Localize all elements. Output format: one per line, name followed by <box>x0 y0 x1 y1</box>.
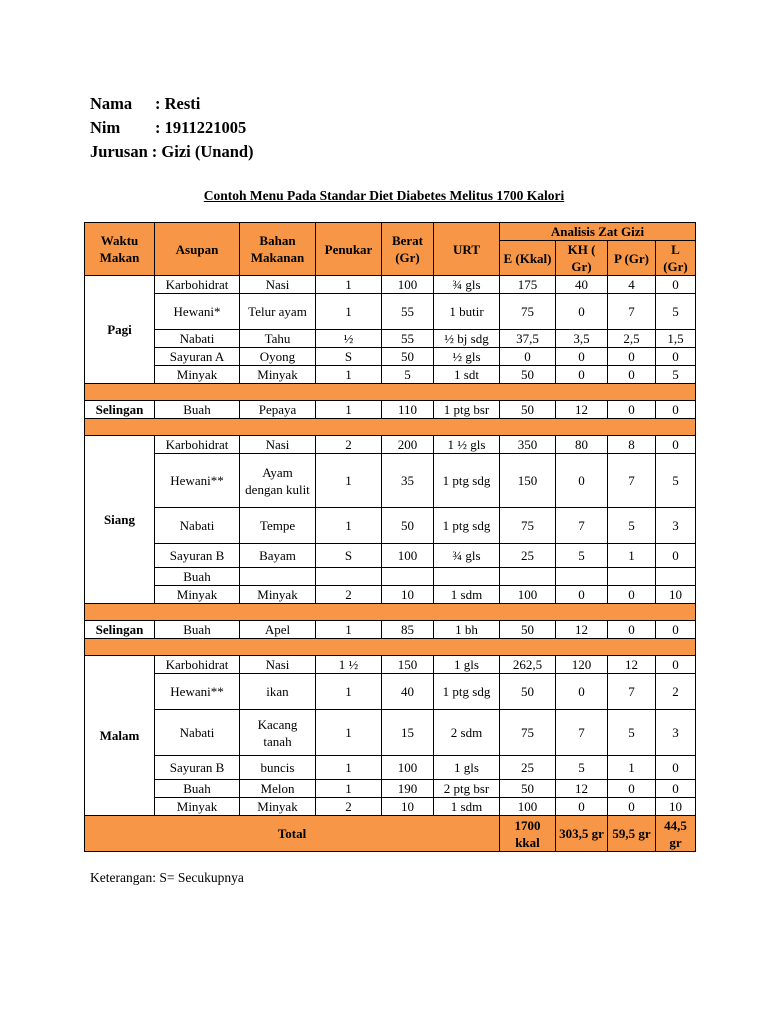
total-label: Total <box>85 816 500 852</box>
table-cell: 4 <box>608 276 656 294</box>
table-cell: 10 <box>656 586 696 604</box>
nim-value: : 1911221005 <box>155 118 247 137</box>
table-cell: 0 <box>608 401 656 419</box>
col-penukar: Penukar <box>316 223 382 276</box>
table-cell: 2 <box>316 586 382 604</box>
col-bahan-makanan: Bahan Makanan <box>240 223 316 276</box>
table-cell: Kacang tanah <box>240 710 316 756</box>
table-cell: 7 <box>608 454 656 508</box>
jurusan-label: Jurusan <box>90 142 148 161</box>
table-cell: 1 gls <box>434 756 500 780</box>
table-cell: 1 <box>316 366 382 384</box>
table-cell: 10 <box>382 798 434 816</box>
table-cell: 5 <box>556 756 608 780</box>
table-body <box>85 276 696 852</box>
table-cell: Karbohidrat <box>155 276 240 294</box>
col-urt: URT <box>434 223 500 276</box>
table-cell: 1 <box>316 508 382 544</box>
table-cell: 0 <box>656 276 696 294</box>
total-value: 59,5 gr <box>608 816 656 852</box>
table-cell: Buah <box>155 568 240 586</box>
table-cell: Nasi <box>240 436 316 454</box>
table-row <box>85 586 696 604</box>
table-cell <box>434 568 500 586</box>
table-cell: 50 <box>500 674 556 710</box>
table-cell: ¾ gls <box>434 276 500 294</box>
table-cell: 3 <box>656 710 696 756</box>
table-cell: 1 <box>316 710 382 756</box>
table-row <box>85 544 696 568</box>
table-cell: 262,5 <box>500 656 556 674</box>
selingan-row <box>85 621 696 639</box>
separator-cell <box>85 639 696 656</box>
table-cell: buncis <box>240 756 316 780</box>
table-cell: Bayam <box>240 544 316 568</box>
table-cell: 1 <box>316 756 382 780</box>
table-cell: Pepaya <box>240 401 316 419</box>
table-row <box>85 348 696 366</box>
separator-row <box>85 384 696 401</box>
waktu-makan-cell: Siang <box>85 436 155 604</box>
table-cell: 0 <box>556 586 608 604</box>
table-cell: 150 <box>500 454 556 508</box>
table-row <box>85 756 696 780</box>
total-value: 44,5 gr <box>656 816 696 852</box>
table-cell: 12 <box>608 656 656 674</box>
separator-cell <box>85 604 696 621</box>
table-cell: 0 <box>556 348 608 366</box>
table-cell: Minyak <box>240 798 316 816</box>
table-row <box>85 798 696 816</box>
table-cell: Sayuran A <box>155 348 240 366</box>
table-header-row <box>85 223 696 241</box>
waktu-makan-cell: Selingan <box>85 621 155 639</box>
table-cell: 0 <box>556 674 608 710</box>
table-cell: 5 <box>656 366 696 384</box>
table-cell: 15 <box>382 710 434 756</box>
table-row <box>85 508 696 544</box>
table-cell: 120 <box>556 656 608 674</box>
table-cell: 80 <box>556 436 608 454</box>
table-cell <box>608 568 656 586</box>
table-cell: 1 butir <box>434 294 500 330</box>
waktu-makan-cell: Pagi <box>85 276 155 384</box>
table-cell: Minyak <box>155 798 240 816</box>
table-cell: Telur ayam <box>240 294 316 330</box>
separator-row <box>85 639 696 656</box>
table-cell: 0 <box>656 348 696 366</box>
table-row <box>85 276 696 294</box>
table-cell: 1 <box>316 294 382 330</box>
table-cell: 1 <box>316 674 382 710</box>
col-e: E (Kkal) <box>500 241 556 276</box>
table-cell: 1 ptg sdg <box>434 454 500 508</box>
nama-value: : Resti <box>155 94 201 113</box>
table-cell: 8 <box>608 436 656 454</box>
table-cell: 1 sdt <box>434 366 500 384</box>
table-cell: 1 bh <box>434 621 500 639</box>
table-cell: 1 <box>608 544 656 568</box>
table-cell: 1 gls <box>434 656 500 674</box>
table-cell: 3 <box>656 508 696 544</box>
table-cell: Ayam dengan kulit <box>240 454 316 508</box>
table-cell <box>240 568 316 586</box>
table-cell <box>500 568 556 586</box>
table-cell: 75 <box>500 294 556 330</box>
selingan-row <box>85 401 696 419</box>
separator-cell <box>85 419 696 436</box>
table-cell: Sayuran B <box>155 544 240 568</box>
total-value: 1700 kkal <box>500 816 556 852</box>
table-cell <box>556 568 608 586</box>
table-cell: 7 <box>556 710 608 756</box>
table-cell: 25 <box>500 544 556 568</box>
table-cell: 100 <box>382 276 434 294</box>
nim-label: Nim <box>90 118 121 137</box>
col-p: P (Gr) <box>608 241 656 276</box>
table-row <box>85 780 696 798</box>
table-cell: 1 ptg sdg <box>434 508 500 544</box>
table-cell: Melon <box>240 780 316 798</box>
table-cell: 1 ptg bsr <box>434 401 500 419</box>
table-cell: 50 <box>382 508 434 544</box>
table-cell: 0 <box>656 436 696 454</box>
table-row <box>85 454 696 508</box>
table-cell: Minyak <box>240 586 316 604</box>
table-cell: 100 <box>500 798 556 816</box>
table-cell: S <box>316 544 382 568</box>
table-cell: 0 <box>656 544 696 568</box>
separator-cell <box>85 384 696 401</box>
table-cell: Buah <box>155 780 240 798</box>
table-cell: 0 <box>556 366 608 384</box>
table-cell: 1 <box>316 401 382 419</box>
diet-menu-table <box>84 222 696 852</box>
table-cell: Karbohidrat <box>155 436 240 454</box>
col-l: L (Gr) <box>656 241 696 276</box>
table-cell: Nabati <box>155 330 240 348</box>
table-cell: 2 sdm <box>434 710 500 756</box>
table-cell: 5 <box>382 366 434 384</box>
table-cell: Nasi <box>240 276 316 294</box>
table-cell: 10 <box>656 798 696 816</box>
table-cell: 3,5 <box>556 330 608 348</box>
table-cell: 0 <box>608 348 656 366</box>
footnote: Keterangan: S= Secukupnya <box>90 870 244 885</box>
table-cell: 2 ptg bsr <box>434 780 500 798</box>
table-cell: 2 <box>316 798 382 816</box>
table-cell: 1 <box>316 454 382 508</box>
table-cell: 350 <box>500 436 556 454</box>
table-cell: 40 <box>556 276 608 294</box>
table-cell: 50 <box>382 348 434 366</box>
nim-row <box>90 116 254 140</box>
table-cell <box>316 568 382 586</box>
jurusan-row <box>90 140 254 164</box>
table-cell: 40 <box>382 674 434 710</box>
table-cell: ½ gls <box>434 348 500 366</box>
table-cell: 1 <box>608 756 656 780</box>
table-cell: 0 <box>656 656 696 674</box>
separator-row <box>85 604 696 621</box>
table-cell: Buah <box>155 401 240 419</box>
table-cell: 200 <box>382 436 434 454</box>
table-cell: 1 sdm <box>434 586 500 604</box>
table-cell: ½ <box>316 330 382 348</box>
table-cell: Hewani* <box>155 294 240 330</box>
table-cell: 75 <box>500 508 556 544</box>
table-cell: 2,5 <box>608 330 656 348</box>
table-row <box>85 710 696 756</box>
table-cell: 0 <box>656 780 696 798</box>
table-cell: 0 <box>608 798 656 816</box>
table-cell: 0 <box>556 798 608 816</box>
table-cell: 0 <box>500 348 556 366</box>
table-cell: 2 <box>316 436 382 454</box>
table-cell: 50 <box>500 366 556 384</box>
col-kh: KH ( Gr) <box>556 241 608 276</box>
table-cell: 7 <box>556 508 608 544</box>
table-cell: Apel <box>240 621 316 639</box>
table-cell: 1 ½ <box>316 656 382 674</box>
table-cell: 0 <box>556 454 608 508</box>
table-row <box>85 330 696 348</box>
table-cell: 5 <box>608 710 656 756</box>
table-cell: Minyak <box>240 366 316 384</box>
table-cell: Hewani** <box>155 454 240 508</box>
col-analisis-zat-gizi: Analisis Zat Gizi <box>500 223 696 241</box>
table-cell: Nabati <box>155 508 240 544</box>
table-cell: Karbohidrat <box>155 656 240 674</box>
table-row <box>85 436 696 454</box>
table-cell: 1 ½ gls <box>434 436 500 454</box>
table-cell: 1 <box>316 780 382 798</box>
table-cell: 1 ptg sdg <box>434 674 500 710</box>
table-cell: Hewani** <box>155 674 240 710</box>
table-row <box>85 656 696 674</box>
table-cell: 0 <box>608 621 656 639</box>
table-cell: Tempe <box>240 508 316 544</box>
table-cell: 110 <box>382 401 434 419</box>
table-cell: 5 <box>656 454 696 508</box>
table-cell: 7 <box>608 294 656 330</box>
table-cell: 35 <box>382 454 434 508</box>
table-cell: Nabati <box>155 710 240 756</box>
table-cell: Tahu <box>240 330 316 348</box>
jurusan-value: : Gizi (Unand) <box>151 142 254 161</box>
table-cell: 5 <box>556 544 608 568</box>
table-cell: 50 <box>500 780 556 798</box>
table-cell: 12 <box>556 401 608 419</box>
table-cell: 0 <box>608 586 656 604</box>
table-cell: 0 <box>556 294 608 330</box>
table-cell: 12 <box>556 780 608 798</box>
separator-row <box>85 419 696 436</box>
col-berat: Berat (Gr) <box>382 223 434 276</box>
table-cell: 75 <box>500 710 556 756</box>
table-cell <box>382 568 434 586</box>
table-cell: Buah <box>155 621 240 639</box>
table-cell: Nasi <box>240 656 316 674</box>
table-cell: 12 <box>556 621 608 639</box>
col-waktu-makan: Waktu Makan <box>85 223 155 276</box>
table-cell: 50 <box>500 621 556 639</box>
waktu-makan-cell: Selingan <box>85 401 155 419</box>
table-cell: ½ bj sdg <box>434 330 500 348</box>
table-cell: 150 <box>382 656 434 674</box>
table-cell: 1 sdm <box>434 798 500 816</box>
table-cell: 190 <box>382 780 434 798</box>
table-cell: 100 <box>500 586 556 604</box>
table-cell: 0 <box>656 401 696 419</box>
document-title: Contoh Menu Pada Standar Diet Diabetes Melitus 1700 Kalori <box>203 188 565 203</box>
table-cell: ikan <box>240 674 316 710</box>
table-cell: 55 <box>382 330 434 348</box>
table-cell: 1,5 <box>656 330 696 348</box>
table-cell: Sayuran B <box>155 756 240 780</box>
table-cell: 50 <box>500 401 556 419</box>
table-cell: ¾ gls <box>434 544 500 568</box>
table-cell: 0 <box>656 621 696 639</box>
table-cell: Minyak <box>155 366 240 384</box>
table-cell: 1 <box>316 621 382 639</box>
table-cell: 5 <box>608 508 656 544</box>
col-asupan: Asupan <box>155 223 240 276</box>
table-cell: 100 <box>382 544 434 568</box>
table-cell: Minyak <box>155 586 240 604</box>
table-cell: 85 <box>382 621 434 639</box>
table-cell: 5 <box>656 294 696 330</box>
table-cell: 0 <box>656 756 696 780</box>
table-cell: 0 <box>608 780 656 798</box>
table-cell: 0 <box>608 366 656 384</box>
table-cell: 10 <box>382 586 434 604</box>
waktu-makan-cell: Malam <box>85 656 155 816</box>
nama-label: Nama <box>90 94 133 113</box>
table-cell <box>656 568 696 586</box>
table-cell: Oyong <box>240 348 316 366</box>
table-row <box>85 294 696 330</box>
table-cell: 55 <box>382 294 434 330</box>
table-cell: 37,5 <box>500 330 556 348</box>
student-info <box>90 92 254 164</box>
table-row <box>85 568 696 586</box>
total-row <box>85 816 696 852</box>
table-cell: 175 <box>500 276 556 294</box>
table-cell: 25 <box>500 756 556 780</box>
table-cell: 1 <box>316 276 382 294</box>
table-row <box>85 674 696 710</box>
table-cell: 7 <box>608 674 656 710</box>
nama-row <box>90 92 254 116</box>
table-cell: 2 <box>656 674 696 710</box>
table-row <box>85 366 696 384</box>
table-cell: 100 <box>382 756 434 780</box>
table-cell: S <box>316 348 382 366</box>
total-value: 303,5 gr <box>556 816 608 852</box>
